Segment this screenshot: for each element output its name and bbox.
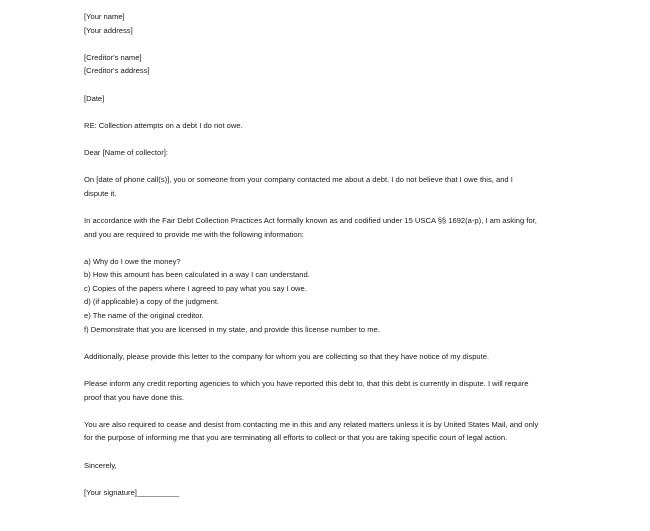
spacer <box>84 78 584 92</box>
spacer <box>84 160 584 174</box>
request-list <box>84 255 584 337</box>
closing: Sincerely, <box>84 460 117 470</box>
paragraph-line: You are also required to cease and desist from contacting me in this and any related matters unless it is by United States Mail, and only <box>84 419 539 429</box>
list-item: b) How this amount has been calculated in a way I can understand. <box>84 270 310 280</box>
spacer <box>84 105 584 119</box>
creditor-name: [Creditor's name] <box>84 52 142 62</box>
salutation: Dear [Name of collector]: <box>84 147 168 157</box>
creditor-address: [Creditor's address] <box>84 66 150 76</box>
paragraph-line: On [date of phone call(s)], you or someone from your company contacted me about a debt. I do not believe that I owe this, and I <box>84 175 513 185</box>
signature-line: [Your signature]__________ <box>84 487 180 497</box>
sender-name: [Your name] <box>84 12 125 21</box>
paragraph-line: proof that you have done this. <box>84 392 185 402</box>
paragraph-line: dispute it. <box>84 188 117 198</box>
list-item: a) Why do I owe the money? <box>84 256 181 266</box>
paragraph-line: and you are required to provide me with the following information: <box>84 229 304 239</box>
sender-address: [Your address] <box>84 25 133 35</box>
paragraph-cease-desist <box>84 418 584 445</box>
spacer <box>84 363 584 377</box>
list-item: e) The name of the original creditor. <box>84 311 204 321</box>
paragraph-notice: Additionally, please provide this letter to the company for whom you are collecting so that they have notice of my dispute. <box>84 351 490 361</box>
list-item: d) (if applicable) a copy of the judgment. <box>84 297 220 307</box>
spacer <box>84 132 584 146</box>
list-item: f) Demonstrate that you are licensed in my state, and provide this license number to me. <box>84 324 380 334</box>
letter-body <box>84 10 584 499</box>
paragraph-line: In accordance with the Fair Debt Collection Practices Act formally known as and codified under 15 USCA §§ 1692(a-p), I am asking for, <box>84 215 537 225</box>
paragraph-line: Please inform any credit reporting agencies to which you have reported this debt to, that this debt is currently in dispute. I will require <box>84 379 529 389</box>
list-item: c) Copies of the papers where I agreed to pay what you say I owe. <box>84 283 307 293</box>
spacer <box>84 404 584 418</box>
spacer <box>84 472 584 486</box>
spacer <box>84 37 584 51</box>
spacer <box>84 200 584 214</box>
paragraph-dispute <box>84 173 584 200</box>
spacer <box>84 336 584 350</box>
paragraph-credit-agencies <box>84 377 584 404</box>
spacer <box>84 445 584 459</box>
paragraph-fdcpa <box>84 214 584 241</box>
paragraph-line: for the purpose of informing me that you are terminating all efforts to collect or that you are taking specific court of legal action. <box>84 433 508 443</box>
subject-line: RE: Collection attempts on a debt I do not owe. <box>84 120 243 130</box>
spacer <box>84 241 584 255</box>
letter-date: [Date] <box>84 93 105 103</box>
